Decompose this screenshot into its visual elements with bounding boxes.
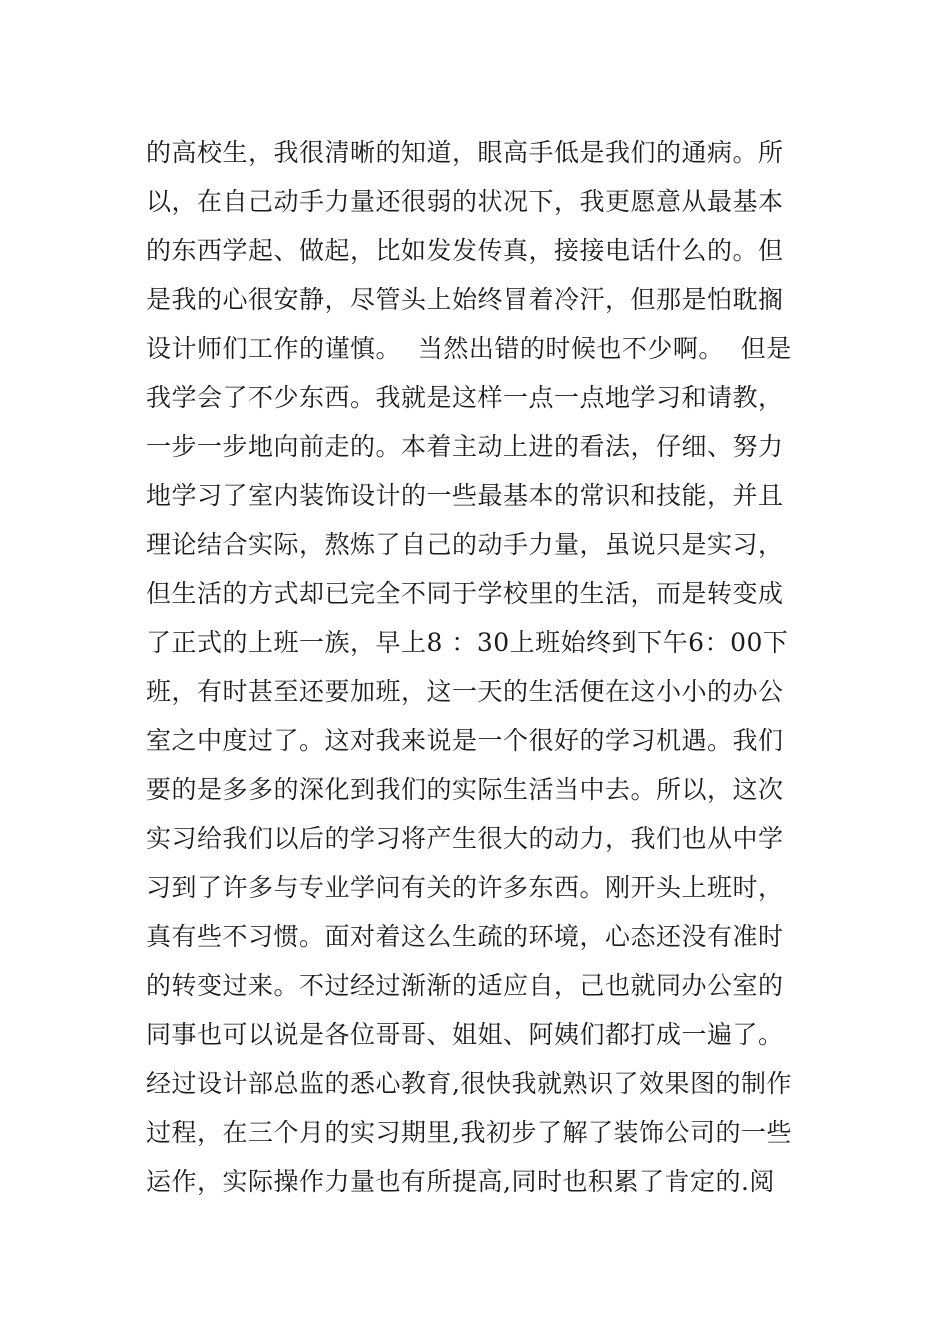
- text-line: 的转变过来。不过经过渐渐的适应自，己也就同办公室的: [146, 971, 784, 1000]
- text-line: 一步一步地向前走的。本着主动上进的看法，仔细、努力: [146, 432, 784, 461]
- text-line: 的高校生，我很清晰的知道，眼高手低是我们的通病。所: [146, 138, 784, 167]
- text-line: 过程，在三个月的实习期里,我初步了解了装饰公司的一些: [146, 1118, 792, 1147]
- body-text: [146, 128, 816, 1206]
- text-line: 班，有时甚至还要加班，这一天的生活便在这小小的办公: [146, 677, 784, 706]
- text-line: 的东西学起、做起，比如发发传真，接接电话什么的。但: [146, 236, 784, 265]
- text-line: 实习给我们以后的学习将产生很大的动力，我们也从中学: [146, 824, 784, 853]
- text-line: 室之中度过了。这对我来说是一个很好的学习机遇。我们: [146, 726, 784, 755]
- text-line: 了正式的上班一族，早上8 ：30上班始终到下午6：00下: [146, 628, 789, 657]
- text-line: 理论结合实际，熬炼了自己的动手力量，虽说只是实习，: [146, 530, 784, 559]
- text-line: 真有些不习惯。面对着这么生疏的环境，心态还没有准时: [146, 922, 784, 951]
- text-line: 以，在自己动手力量还很弱的状况下，我更愿意从最基本: [146, 187, 784, 216]
- text-line: 但生活的方式却已完全不同于学校里的生活，而是转变成: [146, 579, 784, 608]
- text-line: 设计师们工作的谨慎。 当然出错的时候也不少啊。 但是: [146, 334, 792, 363]
- text-line: 经过设计部总监的悉心教育,很快我就熟识了效果图的制作: [146, 1069, 792, 1098]
- text-line: 同事也可以说是各位哥哥、姐姐、阿姨们都打成一遍了。: [146, 1020, 784, 1049]
- text-line: 是我的心很安静，尽管头上始终冒着冷汗，但那是怕耽搁: [146, 285, 784, 314]
- text-line: 运作，实际操作力量也有所提高,同时也积累了肯定的.阅: [146, 1167, 775, 1196]
- text-line: 习到了许多与专业学问有关的许多东西。刚开头上班时，: [146, 873, 784, 902]
- text-line: 我学会了不少东西。我就是这样一点一点地学习和请教，: [146, 383, 784, 412]
- text-line: 地学习了室内装饰设计的一些最基本的常识和技能，并且: [146, 481, 784, 510]
- text-line: 要的是多多的深化到我们的实际生活当中去。所以，这次: [146, 775, 784, 804]
